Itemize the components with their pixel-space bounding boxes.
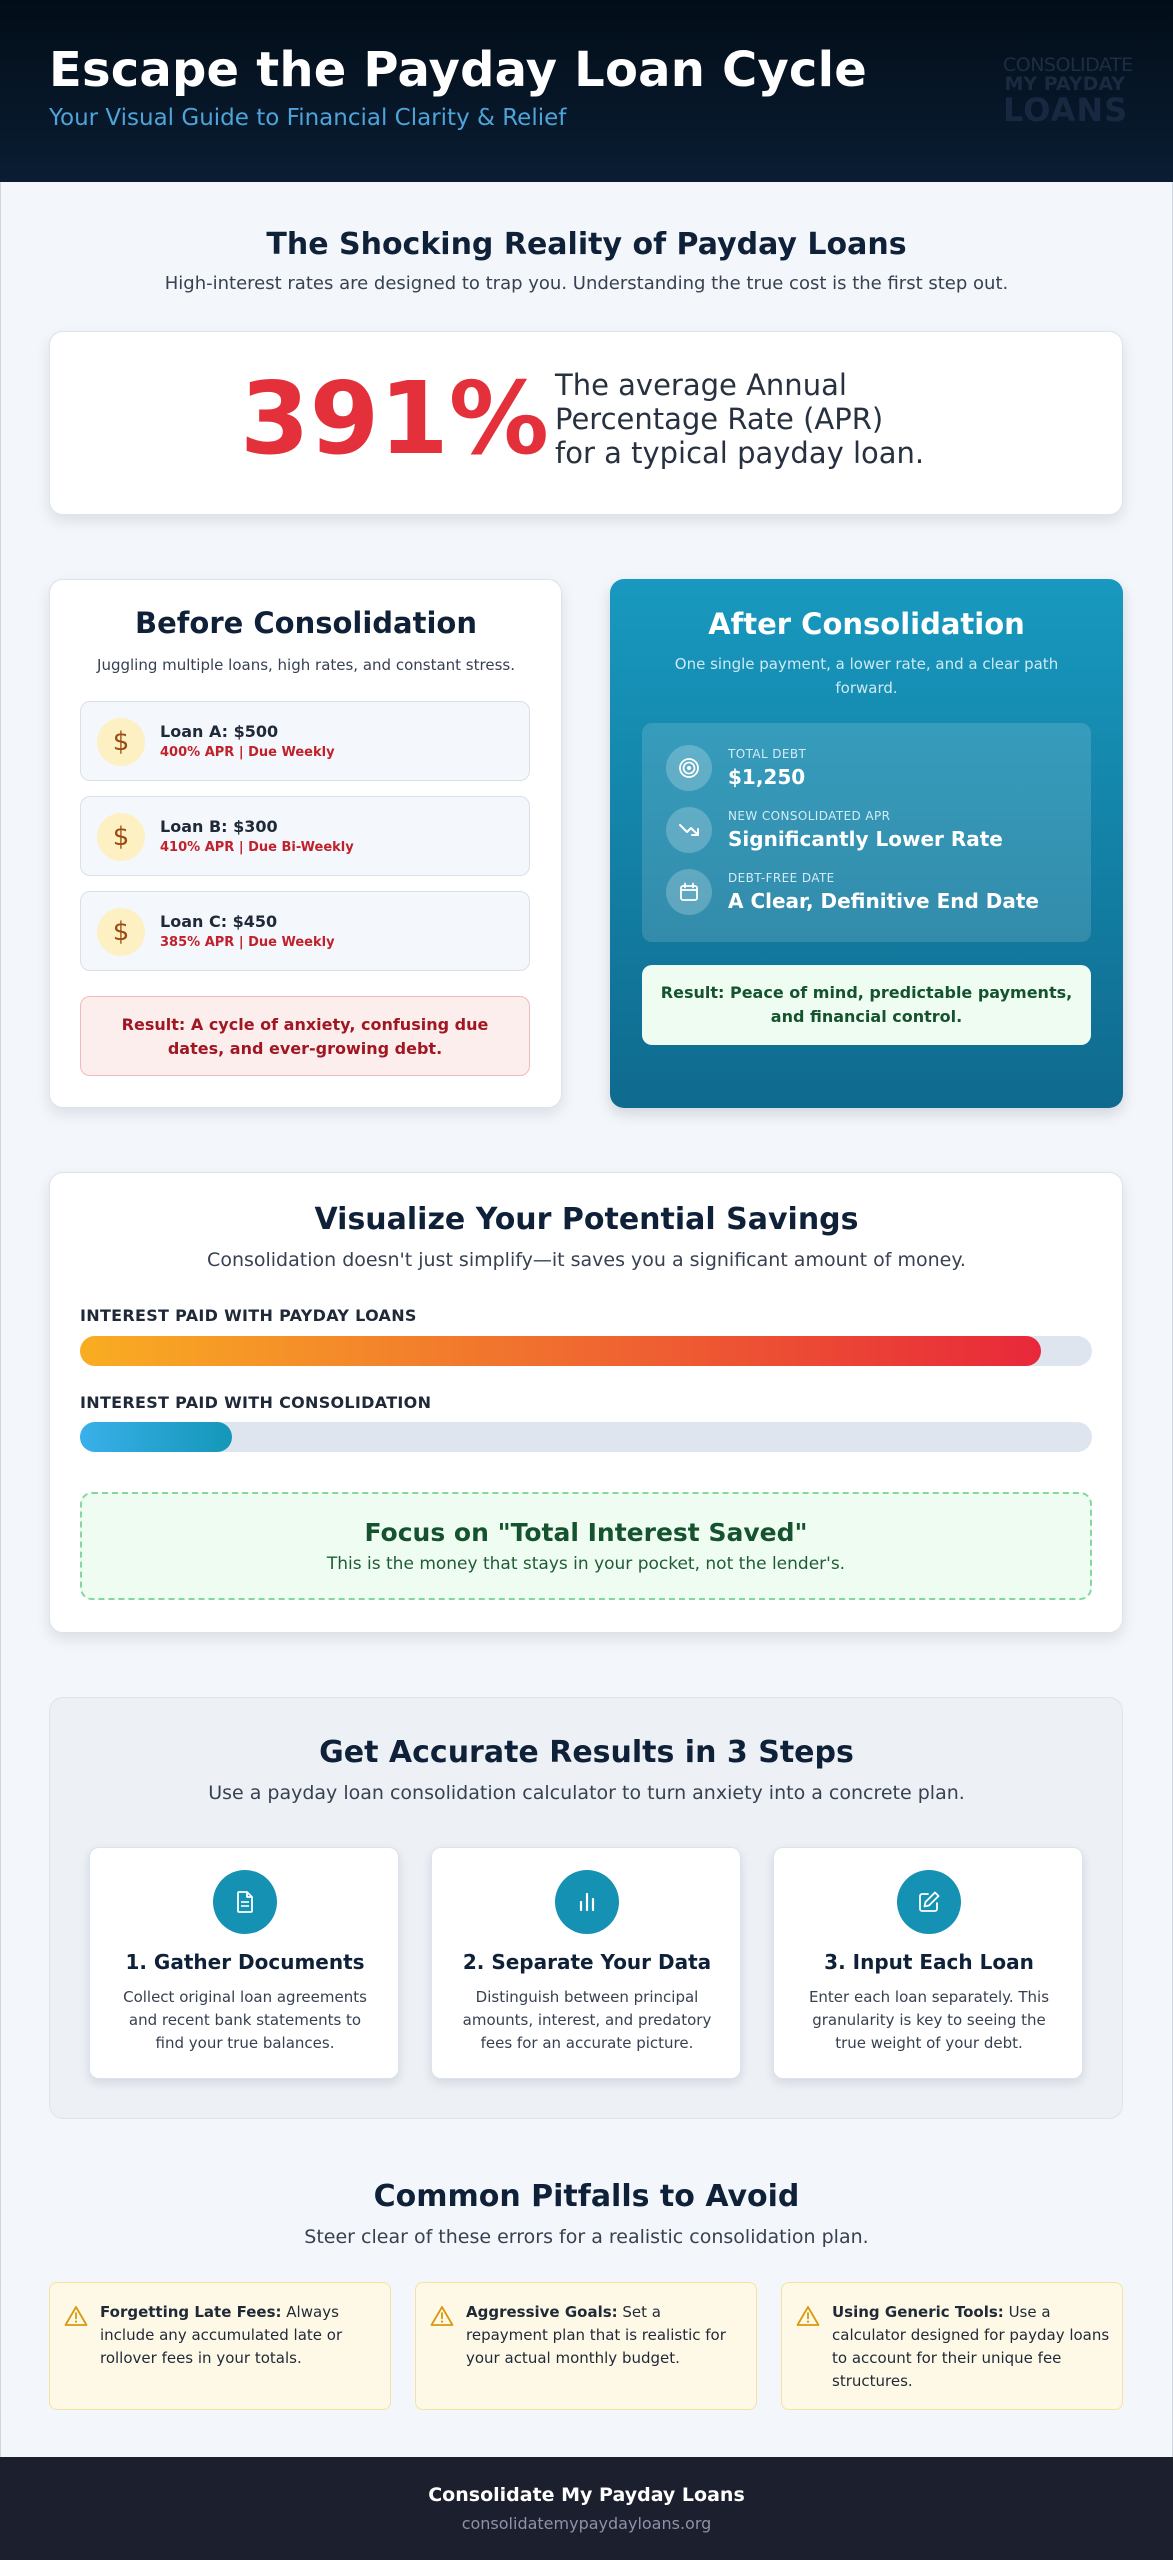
step-card-separate (431, 1847, 741, 2079)
consolidation-interest-bar (80, 1422, 232, 1452)
step-description (796, 1986, 1062, 2055)
logo-line-2: MY PAYDAY (1004, 73, 1125, 95)
logo-line-3: LOANS (1003, 91, 1129, 129)
payday-interest-label: INTEREST PAID WITH PAYDAY LOANS (80, 1306, 417, 1325)
after-result (642, 965, 1091, 1045)
pitfalls-title: Common Pitfalls to Avoid (373, 2179, 800, 2214)
after-subtitle (650, 652, 1083, 700)
brand-logo (1003, 54, 1133, 129)
steps-title: Get Accurate Results in 3 Steps (319, 1735, 854, 1770)
step-desc-line: Enter each loan separately. This (808, 1988, 1050, 2006)
consolidation-interest-label: INTEREST PAID WITH CONSOLIDATION (80, 1393, 432, 1412)
pitfall-heading: Forgetting Late Fees: (100, 2303, 282, 2321)
page-title: Escape the Payday Loan Cycle (49, 42, 867, 98)
dollar-icon: $ (97, 908, 145, 956)
loan-detail: 385% APR | Due Weekly (160, 935, 335, 950)
step-desc-line: fees for an accurate picture. (480, 2034, 694, 2052)
pitfall-card (781, 2282, 1123, 2410)
step-desc-line: find your true balances. (155, 2034, 335, 2052)
pitfall-text (832, 2301, 1110, 2393)
pitfall-card (49, 2282, 391, 2410)
consolidation-interest-track (80, 1422, 1092, 1452)
pitfall-text (100, 2301, 378, 2370)
edit-icon (897, 1870, 961, 1934)
pitfalls-subtitle: Steer clear of these errors for a realistic consolidation plan. (304, 2226, 869, 2248)
after-result-line-1: Result: Peace of mind, predictable payments, (660, 983, 1073, 1002)
header-banner (0, 0, 1173, 182)
after-summary-box (642, 723, 1091, 942)
loan-item (80, 796, 530, 876)
after-row-label: TOTAL DEBT (728, 747, 807, 761)
after-card (610, 579, 1123, 1108)
after-result-line-2: and financial control. (770, 1007, 963, 1026)
loan-name: Loan A: $500 (160, 722, 279, 741)
before-result-line-1: Result: A cycle of anxiety, confusing due (121, 1015, 489, 1034)
step-desc-line: true weight of your debt. (835, 2034, 1023, 2052)
after-row-value: $1,250 (728, 765, 806, 789)
pitfall-heading: Using Generic Tools: (832, 2303, 1004, 2321)
loan-item (80, 701, 530, 781)
step-title: 3. Input Each Loan (824, 1950, 1034, 1974)
stat-line-1: The average Annual (555, 368, 847, 402)
step-desc-line: Collect original loan agreements (123, 1988, 367, 2006)
warning-icon (64, 2305, 88, 2331)
loan-name: Loan B: $300 (160, 817, 278, 836)
after-title: After Consolidation (708, 607, 1025, 641)
focus-title: Focus on "Total Interest Saved" (364, 1518, 808, 1547)
stat-line-3: for a typical payday loan. (555, 436, 925, 470)
after-row-value: Significantly Lower Rate (728, 827, 1003, 851)
footer (0, 2457, 1173, 2560)
before-result-line-2: dates, and ever-growing debt. (167, 1039, 443, 1058)
step-desc-line: and recent bank statements to (128, 2011, 362, 2029)
reality-subtitle: High-interest rates are designed to trap you. Understanding the true cost is the first step out. (164, 273, 1009, 294)
calendar-icon (666, 869, 712, 915)
after-row-total-debt (666, 743, 1086, 793)
focus-text: This is the money that stays in your pocket, not the lender's. (326, 1554, 846, 1574)
step-desc-line: amounts, interest, and predatory (462, 2011, 712, 2029)
reality-title: The Shocking Reality of Payday Loans (266, 227, 907, 262)
warning-icon (430, 2305, 454, 2331)
step-desc-line: Distinguish between principal (475, 1988, 699, 2006)
target-icon (666, 745, 712, 791)
payday-interest-bar (80, 1336, 1041, 1366)
step-description (112, 1986, 378, 2055)
step-title: 2. Separate Your Data (462, 1950, 712, 1974)
after-row-label: DEBT-FREE DATE (728, 871, 835, 885)
after-row-apr (666, 805, 1086, 855)
dollar-icon: $ (97, 718, 145, 766)
stat-line-2: Percentage Rate (APR) (555, 402, 884, 436)
payday-interest-track (80, 1336, 1092, 1366)
logo-line-1: CONSOLIDATE (1003, 54, 1133, 76)
apr-stat-value: 391% (240, 360, 549, 477)
after-row-value: A Clear, Definitive End Date (728, 889, 1039, 913)
pitfall-text (466, 2301, 744, 2370)
trending-down-icon (666, 807, 712, 853)
apr-stat-description (555, 368, 975, 470)
step-desc-line: granularity is key to seeing the (812, 2011, 1046, 2029)
step-card-input (773, 1847, 1083, 2079)
loan-item (80, 891, 530, 971)
footer-url-link[interactable]: consolidatemypaydayloans.org (461, 2514, 712, 2533)
pitfall-body: Set a repayment plan that is realistic for your actual monthly budget. (466, 2303, 726, 2367)
pitfall-body: Always include any accumulated late or rollover fees in your totals. (100, 2303, 343, 2367)
savings-subtitle: Consolidation doesn't just simplify—it saves you a significant amount of money. (207, 1249, 966, 1271)
pitfall-body: Use a calculator designed for payday loans to account for their unique fee structures. (832, 2303, 1110, 2390)
before-title: Before Consolidation (135, 606, 477, 640)
warning-icon (796, 2305, 820, 2331)
dollar-icon: $ (97, 813, 145, 861)
document-icon (213, 1870, 277, 1934)
step-title: 1. Gather Documents (125, 1950, 365, 1974)
before-subtitle: Juggling multiple loans, high rates, and constant stress. (97, 656, 515, 674)
loan-detail: 400% APR | Due Weekly (160, 745, 335, 760)
savings-title: Visualize Your Potential Savings (314, 1202, 859, 1237)
after-row-label: NEW CONSOLIDATED APR (728, 809, 891, 823)
steps-subtitle: Use a payday loan consolidation calculator to turn anxiety into a concrete plan. (208, 1782, 965, 1804)
before-result (80, 996, 530, 1076)
loan-detail: 410% APR | Due Bi-Weekly (160, 840, 354, 855)
after-subtitle-line-2: forward. (835, 679, 898, 697)
focus-callout (80, 1492, 1092, 1600)
loan-name: Loan C: $450 (160, 912, 278, 931)
pitfall-card (415, 2282, 757, 2410)
step-card-gather (89, 1847, 399, 2079)
footer-brand: Consolidate My Payday Loans (428, 2484, 745, 2506)
step-description (454, 1986, 720, 2055)
after-row-date (666, 867, 1086, 917)
bar-chart-icon (555, 1870, 619, 1934)
page-subtitle: Your Visual Guide to Financial Clarity & Relief (49, 105, 567, 131)
pitfall-heading: Aggressive Goals: (466, 2303, 618, 2321)
after-subtitle-line-1: One single payment, a lower rate, and a clear path (674, 655, 1059, 673)
